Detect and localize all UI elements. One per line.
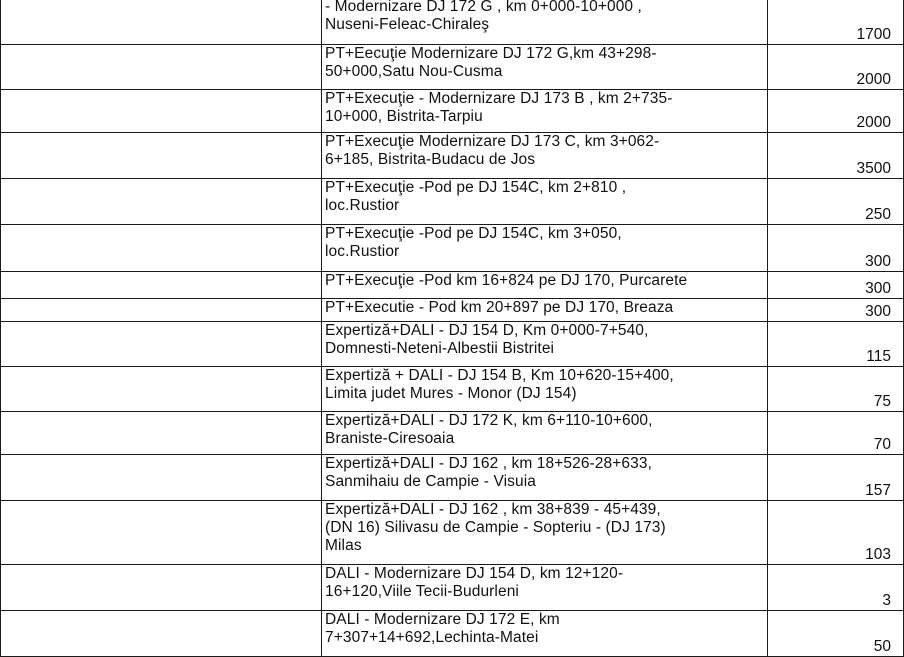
empty-cell bbox=[1, 225, 322, 272]
project-description: Expertiză + DALI - DJ 154 B, Km 10+620-15+400, Limita judet Mures - Monor (DJ 154) bbox=[322, 367, 768, 412]
empty-cell bbox=[1, 133, 322, 179]
empty-cell bbox=[1, 299, 322, 322]
project-description: Expertiză+DALI - DJ 162 , km 18+526-28+633, Sanmihaiu de Campie - Visuia bbox=[322, 455, 768, 501]
project-value: 115 bbox=[768, 322, 904, 367]
table-row bbox=[1, 45, 904, 90]
project-value: 70 bbox=[768, 412, 904, 455]
project-description: PT+Execuţie Modernizare DJ 173 C, km 3+062- 6+185, Bistrita-Budacu de Jos bbox=[322, 133, 768, 179]
project-description: Expertiză+DALI - DJ 154 D, Km 0+000-7+540, Domnesti-Neteni-Albestii Bistritei bbox=[322, 322, 768, 367]
project-description: PT+Execuţie -Pod km 16+824 pe DJ 170, Purcarete bbox=[322, 272, 768, 299]
project-value: 75 bbox=[768, 367, 904, 412]
empty-cell bbox=[1, 179, 322, 225]
project-value: 1700 bbox=[768, 0, 904, 45]
project-value: 300 bbox=[768, 225, 904, 272]
table-row bbox=[1, 565, 904, 611]
table-row bbox=[1, 299, 904, 322]
empty-cell bbox=[1, 45, 322, 90]
table-row bbox=[1, 0, 904, 45]
empty-cell bbox=[1, 322, 322, 367]
table-row bbox=[1, 179, 904, 225]
table-row bbox=[1, 90, 904, 133]
table-row bbox=[1, 501, 904, 565]
empty-cell bbox=[1, 367, 322, 412]
empty-cell bbox=[1, 0, 322, 45]
project-description: PT+Execuţie -Pod pe DJ 154C, km 3+050, loc.Rustior bbox=[322, 225, 768, 272]
project-description: DALI - Modernizare DJ 154 D, km 12+120- 16+120,Viile Tecii-Budurleni bbox=[322, 565, 768, 611]
empty-cell bbox=[1, 501, 322, 565]
table-row bbox=[1, 322, 904, 367]
project-value: 300 bbox=[768, 299, 904, 322]
project-description: PT+Execuţie -Pod pe DJ 154C, km 2+810 , loc.Rustior bbox=[322, 179, 768, 225]
project-value: 250 bbox=[768, 179, 904, 225]
table-row bbox=[1, 412, 904, 455]
project-description: PT+Executie - Pod km 20+897 pe DJ 170, Breaza bbox=[322, 299, 768, 322]
project-description: DALI - Modernizare DJ 172 E, km 7+307+14+692,Lechinta-Matei bbox=[322, 611, 768, 657]
empty-cell bbox=[1, 412, 322, 455]
project-value: 3500 bbox=[768, 133, 904, 179]
project-value: 103 bbox=[768, 501, 904, 565]
table-row bbox=[1, 611, 904, 657]
table-row bbox=[1, 225, 904, 272]
table-row bbox=[1, 133, 904, 179]
project-value: 157 bbox=[768, 455, 904, 501]
empty-cell bbox=[1, 565, 322, 611]
empty-cell bbox=[1, 611, 322, 657]
table-row bbox=[1, 455, 904, 501]
project-description: PT+Eecuţie Modernizare DJ 172 G,km 43+298- 50+000,Satu Nou-Cusma bbox=[322, 45, 768, 90]
project-value: 50 bbox=[768, 611, 904, 657]
project-description: Expertiză+DALI - DJ 162 , km 38+839 - 45+439, (DN 16) Silivasu de Campie - Sopteriu - (DJ 173) Milas bbox=[322, 501, 768, 565]
project-value: 3 bbox=[768, 565, 904, 611]
project-description: PT+Execuţie - Modernizare DJ 173 B , km 2+735- 10+000, Bistrita-Tarpiu bbox=[322, 90, 768, 133]
project-description: Expertiză+DALI - DJ 172 K, km 6+110-10+600, Braniste-Ciresoaia bbox=[322, 412, 768, 455]
table-row bbox=[1, 272, 904, 299]
empty-cell bbox=[1, 272, 322, 299]
table-row bbox=[1, 367, 904, 412]
project-value: 300 bbox=[768, 272, 904, 299]
project-value: 2000 bbox=[768, 90, 904, 133]
empty-cell bbox=[1, 90, 322, 133]
project-description: - Modernizare DJ 172 G , km 0+000-10+000 , Nuseni-Feleac-Chiraleş bbox=[322, 0, 768, 45]
project-value: 2000 bbox=[768, 45, 904, 90]
empty-cell bbox=[1, 455, 322, 501]
